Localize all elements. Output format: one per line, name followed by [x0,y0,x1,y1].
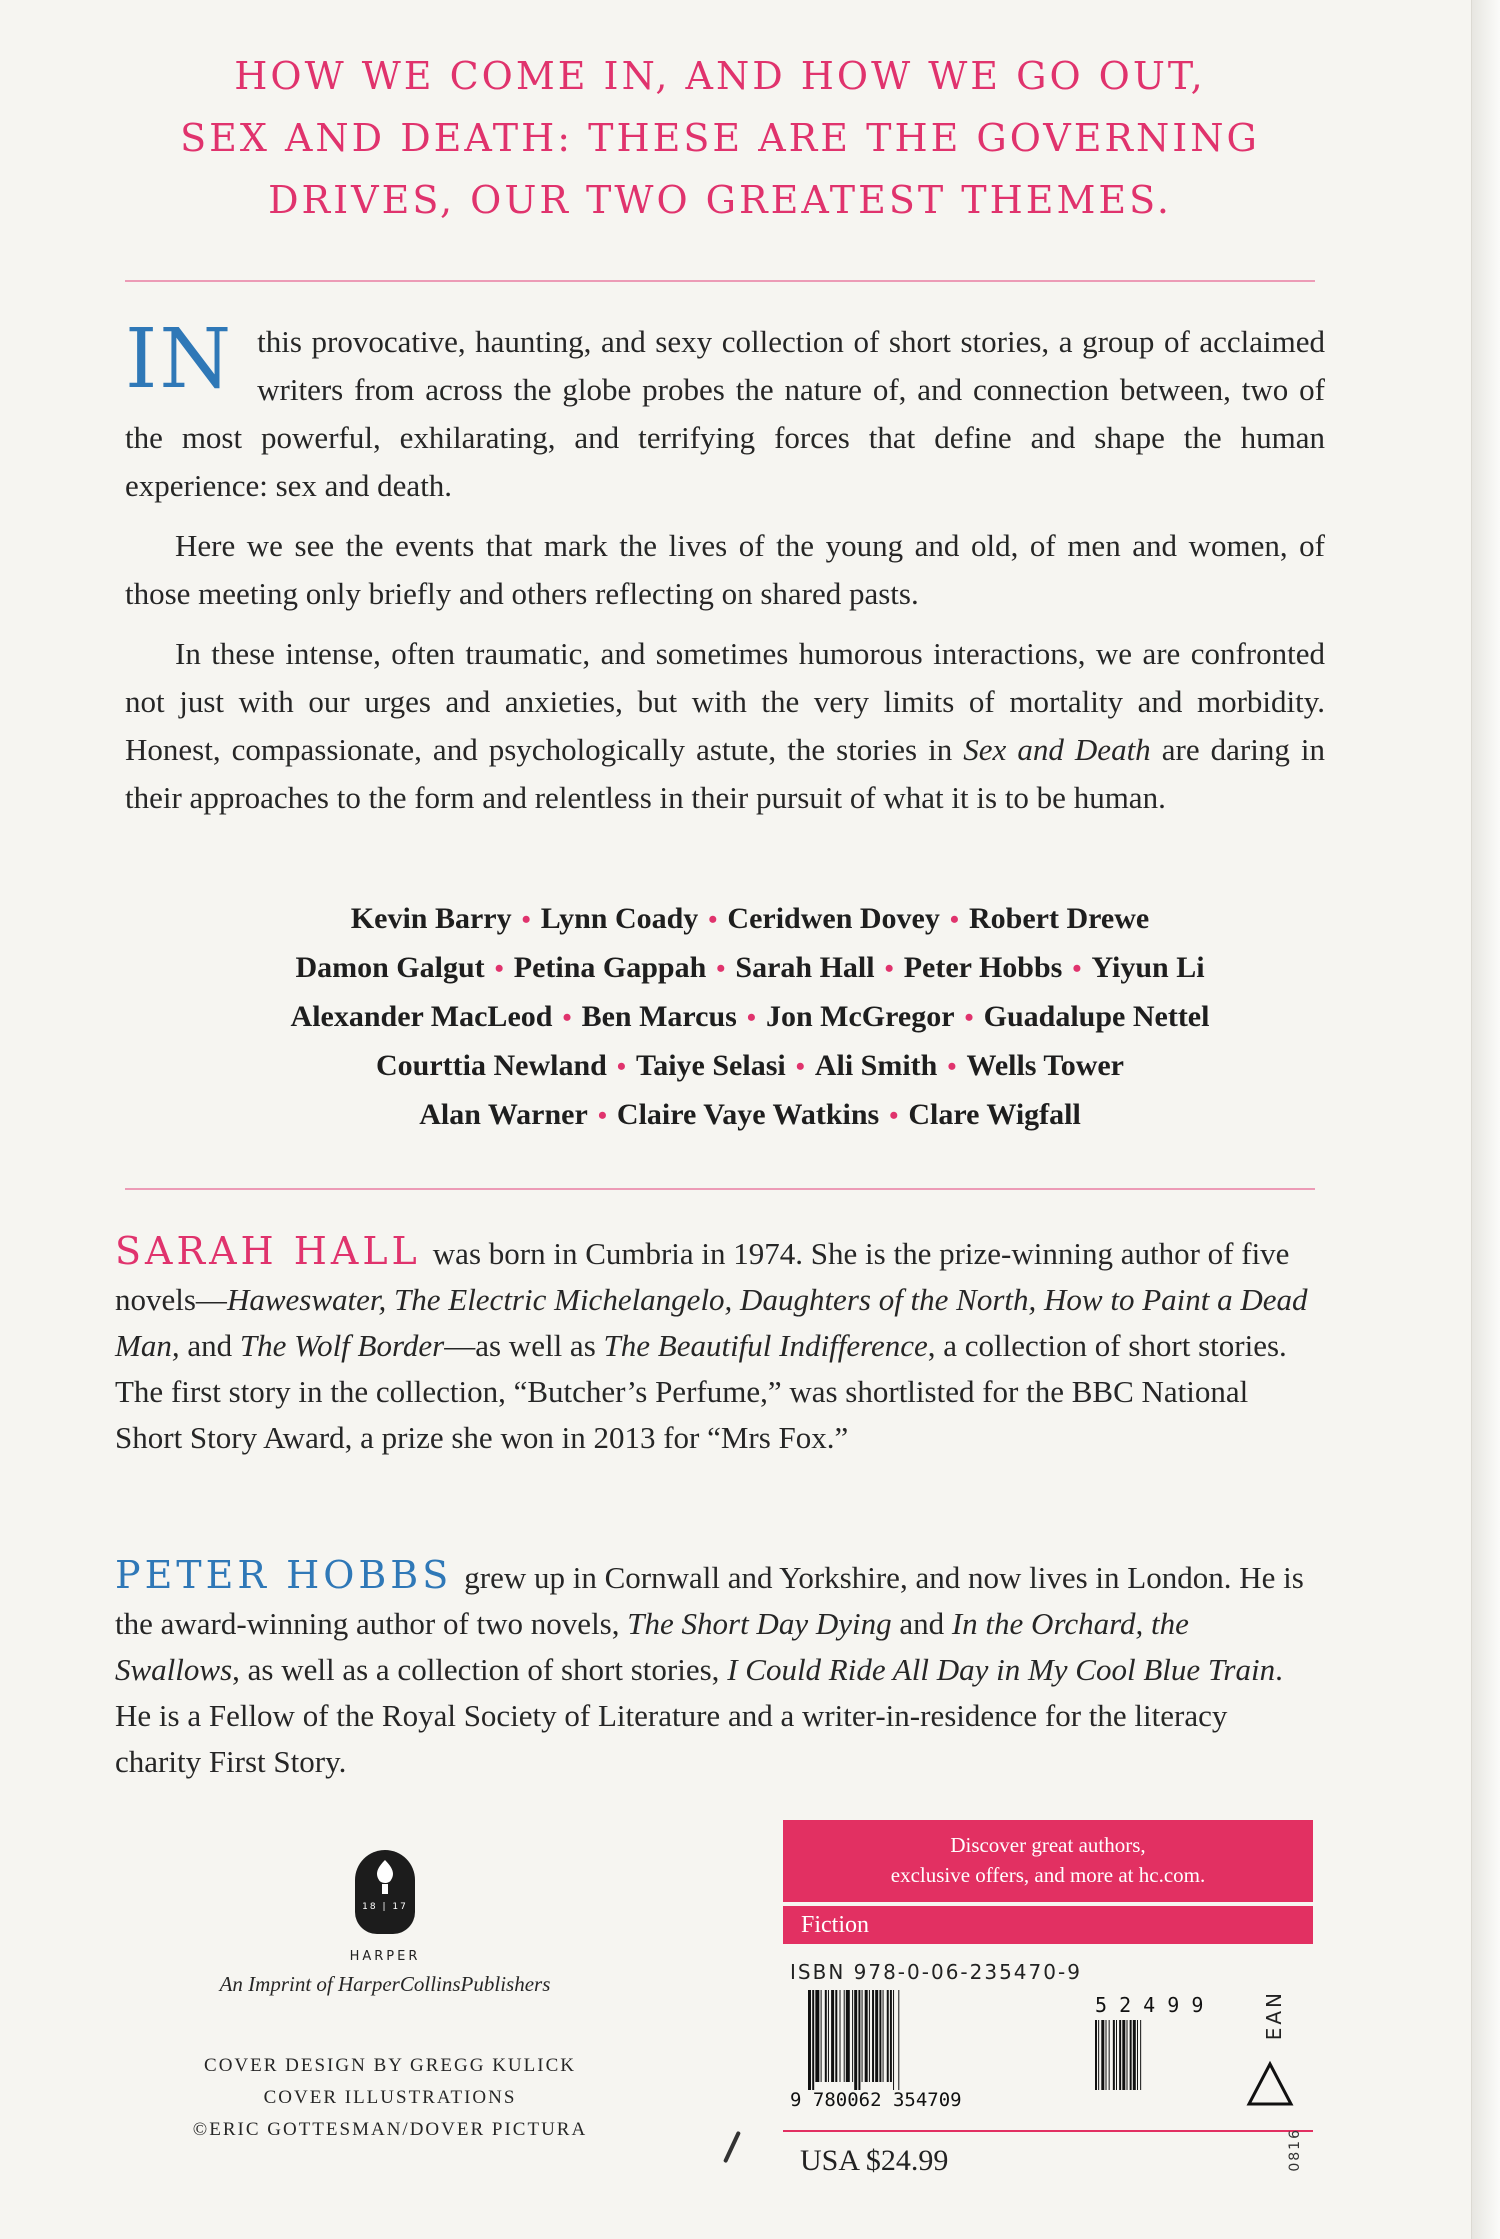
publisher-name: HARPER [349,1949,421,1964]
bullet-icon: • [708,905,718,934]
description-paragraph-3 [125,630,1325,822]
tagline-line: HOW WE COME IN, AND HOW WE GO OUT, [234,54,1206,98]
barcode-addon-bar [1106,2020,1107,2090]
contributor-line [150,895,1350,944]
description-text: this provocative, haunting, and sexy collection of short stories, a group of acclaimed writers from across the globe probes the nature of, and connection between, two of the most powerful, exhilarating, and terrifying forces that define and shape the human experience: sex and death. [125,324,1325,503]
barcode-bar [883,1990,884,2082]
isbn: ISBN 978-0-06-235470-9 [790,1960,1082,1984]
bio-text: was born in Cumbria in 1974. She is the prize-winning author of five novels— [115,1236,1290,1317]
bullet-icon: • [884,954,894,983]
contributor-name: Claire Vaye Watkins [616,1098,880,1131]
barcode-addon-bar [1109,2020,1110,2090]
pen-mark [723,2131,741,2164]
dropcap: IN [125,312,234,407]
bullet-icon: • [964,1003,974,1032]
barcode-bar [875,1990,878,2082]
bullet-icon: • [746,1003,756,1032]
imprint-line: An Imprint of HarperCollinsPublishers [219,1972,551,1996]
barcode-bar [869,1990,870,2082]
credit-line: COVER DESIGN BY GREGG KULICK [204,2055,576,2076]
contributor-name: Ali Smith [814,1049,938,1082]
contributor-name: Ben Marcus [581,1000,737,1033]
promo-banner [783,1820,1313,1902]
logo-year: 17 [392,1902,408,1912]
credit-line: ©ERIC GOTTESMAN/DOVER PICTURA [192,2119,588,2140]
bio-text: , as well as a collection of short stories, [232,1652,728,1687]
cover-credits [180,2050,600,2146]
bullet-icon: • [616,1052,626,1081]
contributor-name: Courttia Newland [376,1049,607,1082]
print-code: 0816 [1287,2128,1303,2172]
bio-title: Haweswater, The Electric Michelangelo, Daughters of the North, How to Paint a Dead Man, [115,1282,1308,1363]
barcode-bar [893,1990,894,2090]
contributor-name: Guadalupe Nettel [983,1000,1210,1033]
logo-year: 18 [362,1902,378,1912]
description-text: are daring in their approaches to the form and relentless in their pursuit of what it is to be human. [125,732,1325,815]
barcode-bar [831,1990,834,2082]
description-text: In these intense, often traumatic, and sometimes humorous interactions, we are confronted not just with our urges and anxieties, but with the very limits of mortality and morbidity. Honest, compassionate, and psychologically astute, the stories in [125,636,1325,767]
torch-flame-icon [369,1858,401,1894]
bio-text: and [891,1606,952,1641]
divider-middle [125,1188,1315,1190]
price: USA $24.99 [800,2144,949,2177]
barcode-addon-bar [1098,2020,1099,2090]
barcode-bar [890,1990,892,2082]
contributor-line [150,1042,1350,1091]
barcode-bar [828,1990,829,2082]
price-divider [783,2130,1313,2132]
barcode-bar [812,1990,814,2090]
bio-name: SARAH HALL [115,1229,421,1273]
tagline-line: DRIVES, OUR TWO GREATEST THEMES. [268,178,1172,222]
tagline [120,45,1320,231]
contributor-line [150,944,1350,993]
credit-line: COVER ILLUSTRATIONS [263,2087,517,2108]
barcode-bar [825,1990,827,2082]
description-paragraph-2: Here we see the events that mark the lives of the young and old, of men and women, of those meeting only briefly and others reflecting on shared pasts. [125,528,1325,611]
logo-dates: 18 | 17 [362,1902,408,1912]
contributor-name: Damon Galgut [295,951,485,984]
barcode-bar [879,1990,881,2082]
bio-text: , a collection of short stories. The first story in the collection, “Butcher’s Perfume,” was shortlisted for the BBC National Short Story Award, a prize she won in 2013 for “Mrs Fox.” [115,1328,1287,1455]
bio-peter-hobbs [115,1552,1320,1785]
barcode-addon-bar [1116,2020,1117,2090]
bio-title: The Wolf Border [239,1328,445,1363]
contributor-line [150,993,1350,1042]
bullet-icon: • [795,1052,805,1081]
barcode-addon-digits: 5 2 4 9 9 [1095,1993,1204,2017]
barcode-digits: 9 780062 354709 [790,2089,962,2110]
barcode-bar [821,1990,822,2082]
bullet-icon: • [1072,954,1082,983]
bullet-icon: • [562,1003,572,1032]
bio-title: In the Orchard, the Swallows [115,1606,1189,1687]
bullet-icon: • [889,1101,899,1130]
description-paragraph-1 [125,312,1325,510]
barcode-bar [872,1990,874,2082]
barcode-addon-bar [1133,2020,1136,2090]
contributor-name: Alexander MacLeod [290,1000,553,1033]
contributor-name: Jon McGregor [765,1000,955,1033]
description [125,312,1325,834]
spine-edge [1471,0,1500,2239]
contributor-name: Alan Warner [419,1098,588,1131]
barcode-addon-bar [1113,2020,1115,2090]
bullet-icon: • [521,905,531,934]
barcode-bar [858,1990,860,2090]
bio-title: I Could Ride All Day in My Cool Blue Train [727,1652,1276,1687]
barcode-addon-bar [1095,2020,1097,2090]
bio-title: The Short Day Dying [627,1606,892,1641]
barcode-bar [898,1990,899,2090]
barcode-bar [887,1990,889,2082]
barcode-bar [862,1990,863,2082]
contributor-name: Peter Hobbs [903,951,1063,984]
barcode-addon-bar [1137,2020,1138,2090]
tagline-line: SEX AND DEATH: THESE ARE THE GOVERNING [180,116,1260,160]
contributor-list [150,895,1350,1140]
barcode-bar [852,1990,853,2082]
barcode-addon-bar [1122,2020,1125,2090]
barcode-addon-bar [1101,2020,1104,2090]
ean-label: EAN [1262,1990,1286,2041]
contributor-name: Kevin Barry [350,902,512,935]
harper-torch-logo-icon [355,1850,415,1934]
bio-sarah-hall [115,1228,1320,1461]
category-label: Fiction [783,1906,1313,1944]
barcode-bar [808,1990,811,2090]
contributor-name: Yiyun Li [1091,951,1205,984]
barcode-bar [844,1990,845,2082]
promo-line: exclusive offers, and more at hc.com. [890,1863,1206,1887]
barcode-addon-bar [1140,2020,1141,2090]
barcode-bar [835,1990,837,2082]
contributor-name: Robert Drewe [968,902,1150,935]
bullet-icon: • [494,954,504,983]
bio-title: The Beautiful Indifference [603,1328,928,1363]
bio-name: PETER HOBBS [115,1553,453,1597]
contributor-name: Wells Tower [966,1049,1124,1082]
promo-line: Discover great authors, [950,1833,1146,1857]
contributor-name: Lynn Coady [540,902,699,935]
barcode-addon-bar [1127,2020,1128,2090]
bullet-icon: • [597,1101,607,1130]
barcode-addon-bar [1119,2020,1121,2090]
contributor-name: Petina Gappah [513,951,707,984]
bullet-icon: • [716,954,726,983]
bio-text: grew up in Cornwall and Yorkshire, and now lives in London. He is the award-winning author of two novels, [115,1560,1304,1641]
book-title: Sex and Death [963,732,1151,767]
barcode-bar [846,1990,850,2082]
triangle-icon [1245,2060,1295,2108]
bullet-icon: • [947,1052,957,1081]
bio-text: and [179,1328,240,1363]
contributor-name: Sarah Hall [735,951,875,984]
barcode-bar [854,1990,857,2090]
barcode-bar [815,1990,819,2082]
bio-text: . He is a Fellow of the Royal Society of Literature and a writer-in-residence for the literacy charity First Story. [115,1652,1283,1779]
divider-top [125,280,1315,282]
barcode-bar [840,1990,841,2082]
contributor-name: Clare Wigfall [908,1098,1081,1131]
contributor-name: Ceridwen Dovey [727,902,940,935]
barcode-addon-bar [1130,2020,1132,2090]
barcode-bar [865,1990,868,2082]
contributor-line [150,1091,1350,1140]
barcode-icon [790,1990,1230,2110]
bullet-icon: • [949,905,959,934]
bio-text: —as well as [444,1328,604,1363]
contributor-name: Taiye Selasi [635,1049,786,1082]
